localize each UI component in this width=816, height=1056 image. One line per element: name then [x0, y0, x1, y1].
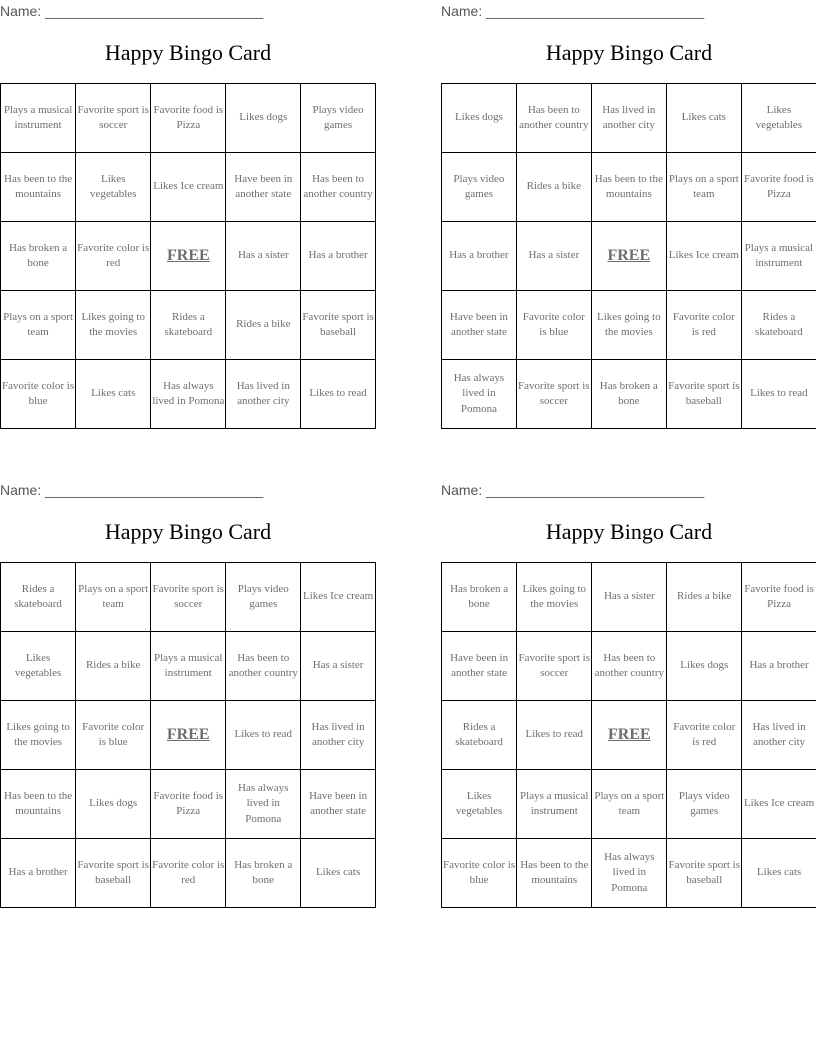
- name-line: Name: ____________________________: [441, 482, 705, 498]
- bingo-cell: Has lived in another city: [591, 84, 666, 153]
- bingo-cell: Has a brother: [442, 222, 517, 291]
- bingo-cell: Has been to the mountains: [517, 839, 592, 908]
- bingo-cell: Likes Ice cream: [151, 153, 226, 222]
- bingo-cell: Has a sister: [592, 563, 667, 632]
- bingo-cell: Has been to the mountains: [1, 153, 76, 222]
- name-line: Name: ____________________________: [0, 3, 264, 19]
- bingo-cell: Plays video games: [442, 153, 517, 222]
- bingo-cell: Likes vegetables: [76, 153, 151, 222]
- bingo-cell: Rides a bike: [516, 153, 591, 222]
- bingo-cell: Rides a skateboard: [741, 291, 816, 360]
- free-space-cell: FREE: [151, 701, 226, 770]
- bingo-cell: Favorite color is blue: [442, 839, 517, 908]
- bingo-cell: Rides a bike: [226, 291, 301, 360]
- bingo-cell: Has lived in another city: [226, 360, 301, 429]
- bingo-cell: Have been in another state: [301, 770, 376, 839]
- bingo-cell: Rides a bike: [667, 563, 742, 632]
- bingo-cell: Plays on a sport team: [592, 770, 667, 839]
- bingo-cell: Favorite color is red: [76, 222, 151, 291]
- bingo-cell: Likes cats: [76, 360, 151, 429]
- bingo-cell: Rides a bike: [76, 632, 151, 701]
- bingo-cell: Plays a musical instrument: [517, 770, 592, 839]
- grid-row: [442, 839, 816, 908]
- bingo-cell: Likes going to the movies: [517, 563, 592, 632]
- bingo-cell: Plays on a sport team: [76, 563, 151, 632]
- grid-row: [1, 770, 376, 839]
- bingo-grid: [441, 83, 816, 429]
- grid-row: [442, 153, 816, 222]
- bingo-cell: Likes cats: [742, 839, 816, 908]
- bingo-cell: Likes cats: [666, 84, 741, 153]
- bingo-cell: Plays on a sport team: [1, 291, 76, 360]
- card-title: Happy Bingo Card: [545, 40, 713, 65]
- bingo-cell: Likes going to the movies: [1, 701, 76, 770]
- free-space-cell: FREE: [592, 701, 667, 770]
- bingo-cell: Favorite sport is baseball: [301, 291, 376, 360]
- card-title: Happy Bingo Card: [545, 519, 713, 544]
- bingo-cell: Favorite sport is soccer: [517, 632, 592, 701]
- bingo-cell: Likes to read: [301, 360, 376, 429]
- grid-row: [1, 291, 376, 360]
- grid-row: [1, 360, 376, 429]
- bingo-cell: Plays a musical instrument: [151, 632, 226, 701]
- bingo-cell: Has been to another country: [301, 153, 376, 222]
- grid-row: [1, 222, 376, 291]
- bingo-grid: [0, 562, 376, 908]
- bingo-cell: Has a brother: [301, 222, 376, 291]
- bingo-cell: Favorite sport is baseball: [666, 360, 741, 429]
- bingo-cell: Likes Ice cream: [742, 770, 816, 839]
- bingo-cell: Have been in another state: [442, 632, 517, 701]
- bingo-cell: Has lived in another city: [301, 701, 376, 770]
- bingo-cell: Has been to another country: [516, 84, 591, 153]
- bingo-grid: [0, 83, 376, 429]
- bingo-cell: Favorite sport is soccer: [76, 84, 151, 153]
- grid-row: [442, 222, 816, 291]
- bingo-cell: Have been in another state: [442, 291, 517, 360]
- grid-row: [1, 839, 376, 908]
- bingo-cell: Rides a skateboard: [442, 701, 517, 770]
- bingo-cell: Has lived in another city: [742, 701, 816, 770]
- bingo-cell: Has always lived in Pomona: [151, 360, 226, 429]
- bingo-cell: Has always lived in Pomona: [226, 770, 301, 839]
- bingo-cell: Has been to another country: [226, 632, 301, 701]
- bingo-cell: Favorite color is blue: [1, 360, 76, 429]
- name-line: Name: ____________________________: [441, 3, 705, 19]
- grid-row: [1, 632, 376, 701]
- bingo-cell: Has a sister: [516, 222, 591, 291]
- bingo-cell: Has been to the mountains: [1, 770, 76, 839]
- bingo-cell: Favorite sport is baseball: [76, 839, 151, 908]
- grid-row: [442, 701, 816, 770]
- bingo-cell: Favorite food is Pizza: [151, 770, 226, 839]
- bingo-cell: Has been to another country: [592, 632, 667, 701]
- bingo-cell: Likes vegetables: [1, 632, 76, 701]
- bingo-cell: Favorite color is red: [151, 839, 226, 908]
- grid-row: [1, 153, 376, 222]
- bingo-cell: Favorite color is blue: [76, 701, 151, 770]
- bingo-cell: Rides a skateboard: [1, 563, 76, 632]
- bingo-cell: Has been to the mountains: [591, 153, 666, 222]
- bingo-cell: Has always lived in Pomona: [592, 839, 667, 908]
- bingo-cell: Plays a musical instrument: [1, 84, 76, 153]
- bingo-cell: Has always lived in Pomona: [442, 360, 517, 429]
- grid-row: [442, 291, 816, 360]
- grid-row: [1, 701, 376, 770]
- bingo-cell: Favorite food is Pizza: [742, 563, 816, 632]
- bingo-cell: Likes to read: [741, 360, 816, 429]
- bingo-cell: Has broken a bone: [442, 563, 517, 632]
- bingo-cell: Favorite sport is baseball: [667, 839, 742, 908]
- bingo-cell: Has broken a bone: [591, 360, 666, 429]
- bingo-cell: Has broken a bone: [226, 839, 301, 908]
- bingo-cell: Likes going to the movies: [76, 291, 151, 360]
- grid-row: [442, 360, 816, 429]
- free-space-cell: FREE: [151, 222, 226, 291]
- bingo-cell: Has broken a bone: [1, 222, 76, 291]
- grid-row: [442, 84, 816, 153]
- bingo-cell: Favorite food is Pizza: [741, 153, 816, 222]
- card-title: Happy Bingo Card: [104, 519, 272, 544]
- bingo-cell: Likes going to the movies: [591, 291, 666, 360]
- bingo-cell: Likes to read: [226, 701, 301, 770]
- bingo-cell: Favorite sport is soccer: [516, 360, 591, 429]
- bingo-cell: Has a brother: [742, 632, 816, 701]
- bingo-cell: Likes Ice cream: [666, 222, 741, 291]
- bingo-cell: Favorite color is red: [666, 291, 741, 360]
- bingo-cell: Plays video games: [667, 770, 742, 839]
- bingo-cell: Likes dogs: [76, 770, 151, 839]
- bingo-cell: Favorite sport is soccer: [151, 563, 226, 632]
- bingo-cell: Likes cats: [301, 839, 376, 908]
- bingo-cell: Likes dogs: [667, 632, 742, 701]
- bingo-cell: Rides a skateboard: [151, 291, 226, 360]
- bingo-cell: Favorite food is Pizza: [151, 84, 226, 153]
- bingo-cell: Has a sister: [301, 632, 376, 701]
- grid-row: [1, 563, 376, 632]
- bingo-grid: [441, 562, 816, 908]
- free-space-cell: FREE: [591, 222, 666, 291]
- card-title: Happy Bingo Card: [104, 40, 272, 65]
- bingo-cell: Likes vegetables: [442, 770, 517, 839]
- name-line: Name: ____________________________: [0, 482, 264, 498]
- bingo-cell: Plays video games: [226, 563, 301, 632]
- bingo-cell: Likes dogs: [226, 84, 301, 153]
- bingo-cell: Likes to read: [517, 701, 592, 770]
- bingo-cell: Likes Ice cream: [301, 563, 376, 632]
- bingo-cell: Has a sister: [226, 222, 301, 291]
- bingo-cell: Favorite color is red: [667, 701, 742, 770]
- bingo-cell: Favorite color is blue: [516, 291, 591, 360]
- grid-row: [442, 632, 816, 701]
- grid-row: [442, 563, 816, 632]
- bingo-cell: Have been in another state: [226, 153, 301, 222]
- bingo-cell: Likes dogs: [442, 84, 517, 153]
- bingo-cell: Likes vegetables: [741, 84, 816, 153]
- bingo-cell: Plays video games: [301, 84, 376, 153]
- bingo-cell: Has a brother: [1, 839, 76, 908]
- bingo-cell: Plays on a sport team: [666, 153, 741, 222]
- grid-row: [1, 84, 376, 153]
- bingo-cell: Plays a musical instrument: [741, 222, 816, 291]
- grid-row: [442, 770, 816, 839]
